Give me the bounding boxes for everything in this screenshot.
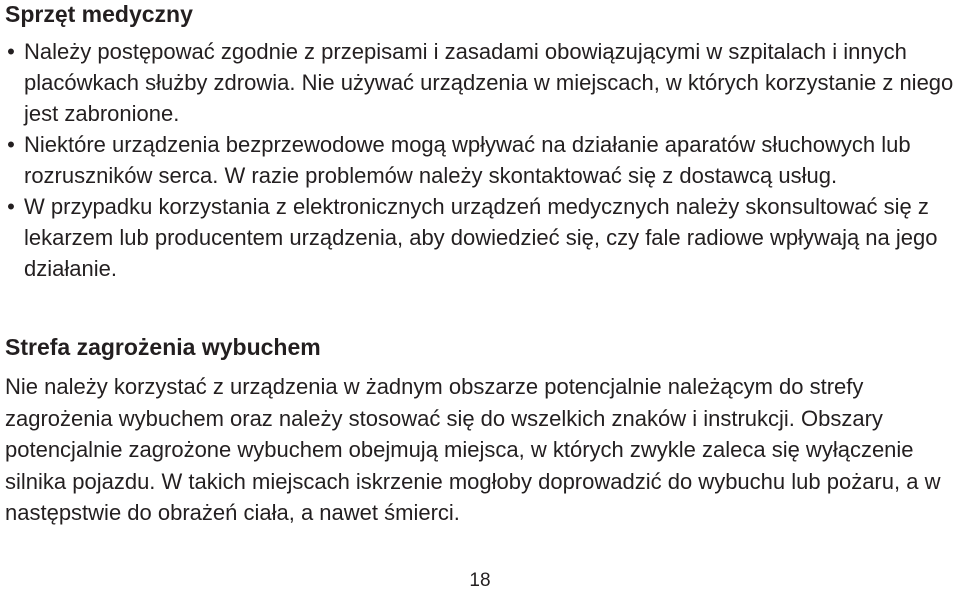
section-heading-medical-equipment: Sprzęt medyczny — [5, 1, 193, 27]
medical-equipment-bullet-list — [0, 36, 955, 284]
bullet-icon: • — [7, 194, 15, 219]
list-item-text: W przypadku korzystania z elektronicznych urządzeń medycznych należy skonsultować się z lekarzem lub producentem urządzenia, aby dowiedzieć się, czy fale radiowe wpływają na jego działanie. — [24, 194, 938, 281]
list-item-text: Niektóre urządzenia bezprzewodowe mogą wpływać na działanie aparatów słuchowych lub rozruszników serca. W razie problemów należy skontaktować się z dostawcą usług. — [24, 132, 911, 188]
bullet-icon: • — [7, 132, 15, 157]
list-item — [0, 36, 955, 129]
explosion-zone-paragraph: Nie należy korzystać z urządzenia w żadnym obszarze potencjalnie należącym do strefy zagrożenia wybuchem oraz należy stosować się do wszelkich znaków i instrukcji. Obszary potencjalnie zagrożone wybuchem obejmują miejsca, w których zwykle zaleca się wyłączenie silnika pojazdu. W takich miejscach iskrzenie mogłoby doprowadzić do wybuchu lub pożaru, a w następstwie do obrażeń ciała, a nawet śmierci. — [5, 374, 941, 525]
list-item — [0, 191, 955, 284]
bullet-icon: • — [7, 39, 15, 64]
section-heading-explosion-zone: Strefa zagrożenia wybuchem — [5, 334, 321, 360]
list-item-text: Należy postępować zgodnie z przepisami i zasadami obowiązującymi w szpitalach i innych placówkach służby zdrowia. Nie używać urządzenia w miejscach, w których korzystanie z niego jest zabronione. — [24, 39, 954, 126]
list-item — [0, 129, 955, 191]
page-number: 18 — [469, 570, 491, 591]
